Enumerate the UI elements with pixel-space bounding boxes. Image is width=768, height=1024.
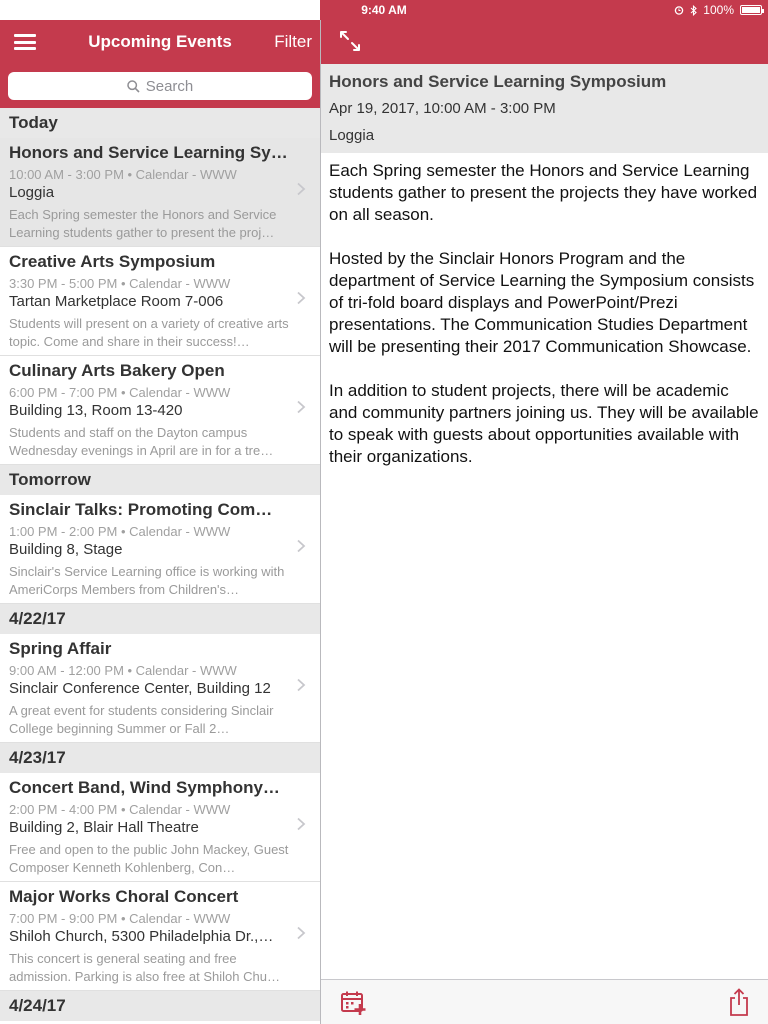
- event-location: Loggia: [9, 184, 55, 201]
- detail-paragraph: Hosted by the Sinclair Honors Program and the department of Service Learning the Symposium consists of tri-fold board displays and PowerPoint/Prezi presentations. The Communication Studies Department will be presenting their 2017 Communication Showcase.: [329, 249, 755, 356]
- status-right: [674, 3, 762, 17]
- event-time: 6:00 PM - 7:00 PM • Calendar - WWW: [9, 385, 231, 400]
- event-description: Sinclair's Service Learning office is working with AmeriCorps Members from Children's…: [9, 564, 285, 597]
- chevron-right-icon: [296, 539, 306, 553]
- event-title: Major Works Choral Concert: [9, 887, 239, 906]
- section-header: 4/23/17: [0, 743, 320, 773]
- alarm-icon: [674, 5, 684, 15]
- detail-date: Apr 19, 2017, 10:00 AM - 3:00 PM: [329, 100, 556, 117]
- event-list-item[interactable]: [0, 634, 320, 743]
- detail-location: Loggia: [329, 127, 375, 144]
- search-icon: [127, 80, 140, 93]
- section-header: 4/22/17: [0, 604, 320, 634]
- event-list-item[interactable]: [0, 247, 320, 356]
- section-header: Today: [0, 108, 320, 138]
- event-list: [0, 108, 320, 1021]
- share-icon[interactable]: [728, 988, 750, 1016]
- detail-description: [329, 160, 759, 490]
- event-time: 9:00 AM - 12:00 PM • Calendar - WWW: [9, 663, 237, 678]
- event-list-item[interactable]: [0, 773, 320, 882]
- calendar-add-icon[interactable]: [341, 990, 367, 1016]
- event-description: Students will present on a variety of creative arts topic. Come and share in their success!…: [9, 316, 289, 349]
- section-header: Tomorrow: [0, 465, 320, 495]
- detail-paragraph: In addition to student projects, there will be academic and community partners joining us. They will be available to speak with guests about opportunities available with their organizations.: [329, 381, 759, 466]
- event-location: Sinclair Conference Center, Building 12: [9, 680, 271, 697]
- search-bar: [0, 64, 320, 108]
- event-time: 7:00 PM - 9:00 PM • Calendar - WWW: [9, 911, 231, 926]
- chevron-right-icon: [296, 926, 306, 940]
- event-time: 1:00 PM - 2:00 PM • Calendar - WWW: [9, 524, 231, 539]
- detail-nav-bar: [321, 20, 768, 64]
- chevron-right-icon: [296, 400, 306, 414]
- event-title: Sinclair Talks: Promoting Com…: [9, 500, 273, 519]
- split-divider: [320, 20, 321, 1024]
- event-location: Building 13, Room 13-420: [9, 402, 183, 419]
- event-location: Tartan Marketplace Room 7-006: [9, 293, 224, 310]
- status-time: 9:40 AM: [361, 3, 407, 17]
- event-list-item[interactable]: [0, 882, 320, 991]
- event-time: 3:30 PM - 5:00 PM • Calendar - WWW: [9, 276, 231, 291]
- event-location: Shiloh Church, 5300 Philadelphia Dr.,…: [9, 928, 274, 945]
- event-description: Free and open to the public John Mackey, Guest Composer Kenneth Kohlenberg, Con…: [9, 842, 289, 875]
- event-description: A great event for students considering Sinclair College beginning Summer or Fall 2…: [9, 703, 274, 736]
- event-list-panel: [0, 0, 320, 1024]
- event-title: Spring Affair: [9, 639, 112, 658]
- event-location: Building 2, Blair Hall Theatre: [9, 819, 199, 836]
- search-input[interactable]: [8, 72, 312, 100]
- event-list-item[interactable]: [0, 495, 320, 604]
- chevron-right-icon: [296, 182, 306, 196]
- event-title: Honors and Service Learning Sy…: [9, 143, 288, 162]
- battery-icon: [740, 5, 762, 15]
- event-title: Culinary Arts Bakery Open: [9, 361, 225, 380]
- chevron-right-icon: [296, 291, 306, 305]
- search-placeholder: Search: [145, 77, 194, 95]
- detail-paragraph: Each Spring semester the Honors and Service Learning students gather to present the projects they have worked on all season.: [329, 161, 758, 224]
- event-description: Each Spring semester the Honors and Service Learning students gather to present the proj…: [9, 207, 277, 240]
- bottom-toolbar: [321, 979, 768, 1024]
- bluetooth-icon: [690, 5, 697, 16]
- section-header: 4/24/17: [0, 991, 320, 1021]
- filter-button[interactable]: Filter: [274, 32, 312, 51]
- event-description: This concert is general seating and free admission. Parking is also free at Shiloh Chu…: [9, 951, 280, 984]
- chevron-right-icon: [296, 817, 306, 831]
- detail-title: Honors and Service Learning Symposium: [329, 72, 667, 91]
- event-location: Building 8, Stage: [9, 541, 123, 558]
- page-title: Upcoming Events: [88, 32, 232, 51]
- battery-percent: 100%: [703, 3, 734, 17]
- event-title: Creative Arts Symposium: [9, 252, 216, 271]
- event-description: Students and staff on the Dayton campus Wednesday evenings in April are in for a tre…: [9, 425, 274, 458]
- event-list-item[interactable]: [0, 138, 320, 247]
- list-nav-bar: [0, 20, 320, 64]
- event-time: 10:00 AM - 3:00 PM • Calendar - WWW: [9, 167, 237, 182]
- expand-arrows-icon[interactable]: [339, 30, 361, 52]
- event-time: 2:00 PM - 4:00 PM • Calendar - WWW: [9, 802, 231, 817]
- detail-header: [321, 64, 768, 153]
- event-title: Concert Band, Wind Symphony…: [9, 778, 280, 797]
- chevron-right-icon: [296, 678, 306, 692]
- event-list-item[interactable]: [0, 356, 320, 465]
